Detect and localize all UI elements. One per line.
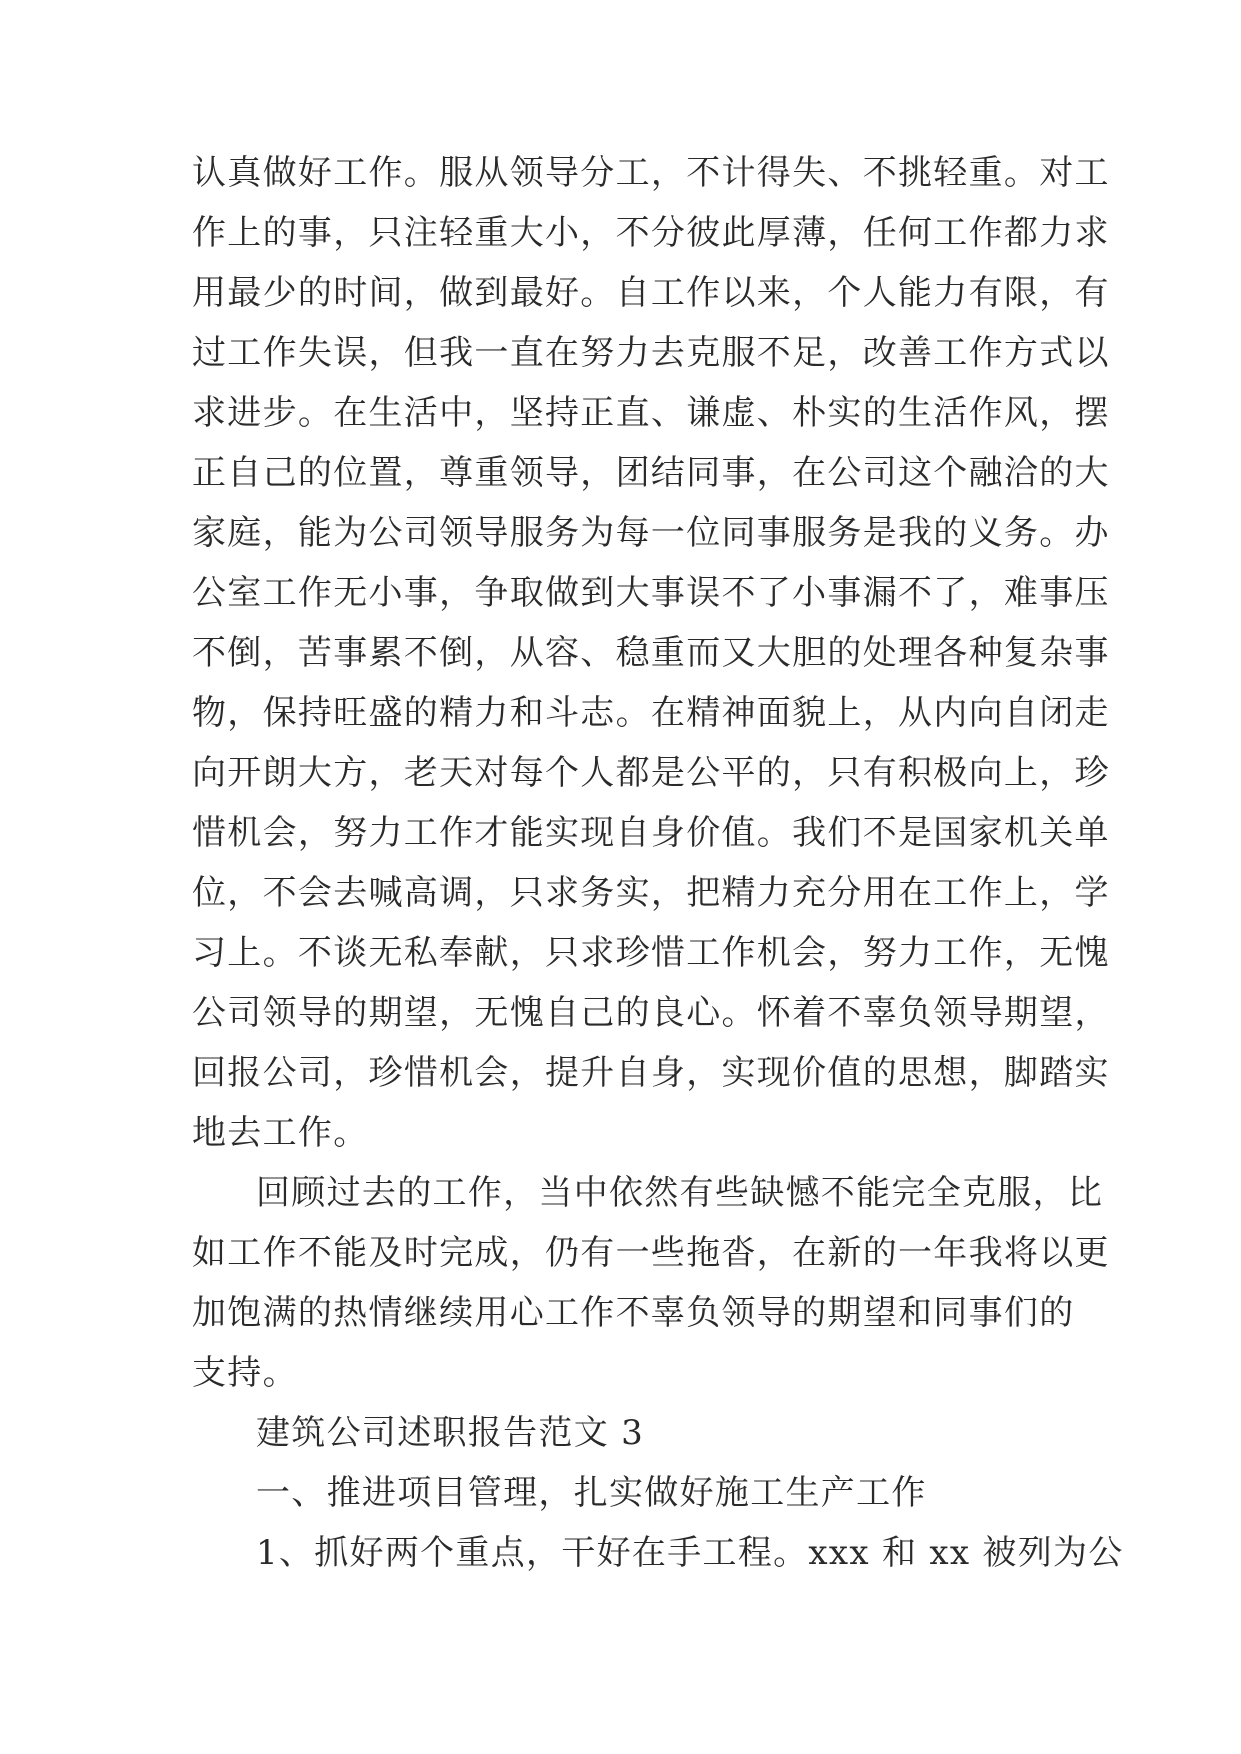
- text-line: 公司领导的期望，无愧自己的良心。怀着不辜负领导期望，: [192, 993, 1110, 1033]
- text-line: 作上的事，只注轻重大小，不分彼此厚薄，任何工作都力求: [192, 213, 1110, 253]
- text-line: 认真做好工作。服从领导分工，不计得失、不挑轻重。对工: [192, 153, 1110, 193]
- text-line: 求进步。在生活中，坚持正直、谦虚、朴实的生活作风，摆: [192, 393, 1110, 433]
- text-line: 加饱满的热情继续用心工作不辜负领导的期望和同事们的: [192, 1293, 1075, 1333]
- text-line: 向开朗大方，老天对每个人都是公平的，只有积极向上，珍: [192, 753, 1110, 793]
- text-line: 回报公司，珍惜机会，提升自身，实现价值的思想，脚踏实: [192, 1053, 1110, 1093]
- text-line: 用最少的时间，做到最好。自工作以来，个人能力有限，有: [192, 273, 1110, 313]
- text-line: 过工作失误，但我一直在努力去克服不足，改善工作方式以: [192, 333, 1110, 373]
- text-line: 家庭，能为公司领导服务为每一位同事服务是我的义务。办: [192, 513, 1110, 553]
- text-line: 支持。: [192, 1353, 298, 1393]
- text-line: 惜机会，努力工作才能实现自身价值。我们不是国家机关单: [192, 813, 1110, 853]
- text-line: 公室工作无小事，争取做到大事误不了小事漏不了，难事压: [192, 573, 1110, 613]
- text-line: 物，保持旺盛的精力和斗志。在精神面貌上，从内向自闭走: [192, 693, 1110, 733]
- subsection-heading: 一、推进项目管理，扎实做好施工生产工作: [256, 1473, 927, 1513]
- paragraph-start-line: 回顾过去的工作，当中依然有些缺憾不能完全克服，比: [256, 1173, 1104, 1213]
- text-line: 位，不会去喊高调，只求务实，把精力充分用在工作上，学: [192, 873, 1110, 913]
- text-line: 正自己的位置，尊重领导，团结同事，在公司这个融洽的大: [192, 453, 1110, 493]
- section-heading: 建筑公司述职报告范文 3: [256, 1413, 645, 1453]
- paragraph-start-line: 1、抓好两个重点，干好在手工程。xxx 和 xx 被列为公: [256, 1533, 1124, 1573]
- text-line: 不倒，苦事累不倒，从容、稳重而又大胆的处理各种复杂事: [192, 633, 1110, 673]
- text-line: 习上。不谈无私奉献，只求珍惜工作机会，努力工作，无愧: [192, 933, 1110, 973]
- text-line: 如工作不能及时完成，仍有一些拖沓，在新的一年我将以更: [192, 1233, 1110, 1273]
- text-line: 地去工作。: [192, 1113, 369, 1153]
